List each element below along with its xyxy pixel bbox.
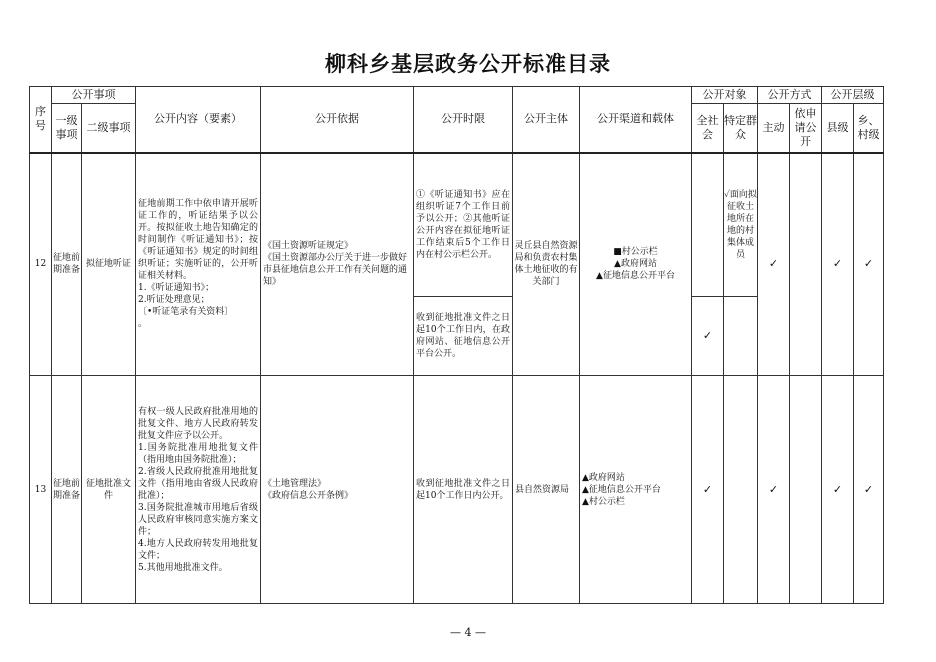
row-county: ✓ [822, 376, 854, 604]
header-level-group: 公开层级 [822, 87, 884, 104]
row-town: ✓ [854, 153, 884, 376]
row-time-limit: ①《听证通知书》应在组织听证7个工作日前予以公开；②其他听证公开内容在拟征地听证工作结束后5个工作日内在村公示栏公开。 [414, 153, 513, 297]
row-level1: 征地前期准备 [52, 153, 82, 376]
row-society-cell [692, 153, 724, 297]
row-society: ✓ [692, 297, 724, 376]
disclosure-table [29, 86, 884, 604]
header-specific: 特定群众 [724, 104, 758, 153]
row-specific: ✓面向拟征收土地所在地的村集体成员 [724, 153, 758, 297]
row-basis: 《土地管理法》 《政府信息公开条例》 [261, 376, 414, 604]
row-content: 征地前期工作中依申请开展听证工作的，听证结果予以公开。按拟征收土地告知确定的时间制作《听证通知书》；按《听证通知书》规定的时间组织听证；实施听证的，公开听证相关材料。 1.《听证通知书》； 2.听证处理意见； 〔•听证笔录有关资料〕 。 [136, 153, 261, 376]
header-society: 全社会 [692, 104, 724, 153]
row-society: ✓ [692, 376, 724, 604]
header-level1: 一级事项 [52, 104, 82, 153]
row-subject: 灵丘县自然资源局和负责农村集体土地征收的有关部门 [513, 153, 580, 376]
header-town: 乡、村级 [854, 104, 884, 153]
row-time-limit: 收到征地批准文件之日起10个工作日内公开。 [414, 376, 513, 604]
header-subject: 公开主体 [513, 87, 580, 153]
row-specific [724, 376, 758, 604]
table-row [30, 153, 884, 297]
header-channel: 公开渠道和载体 [580, 87, 692, 153]
header-seq: 序号 [30, 87, 52, 153]
row-seq: 13 [30, 376, 52, 604]
row-channel: ■村公示栏 ▲政府网站 ▲征地信息公开平台 [580, 153, 692, 376]
header-mode-group: 公开方式 [758, 87, 822, 104]
header-apply: 依申请公开 [790, 104, 822, 153]
row-level2: 征地批准文件 [82, 376, 136, 604]
page-number: — 4 — [450, 626, 486, 639]
row-apply [790, 376, 822, 604]
table-row [30, 376, 884, 604]
row-subject: 县自然资源局 [513, 376, 580, 604]
row-active: ✓ [758, 153, 790, 376]
row-basis: 《国土资源听证规定》 《国土资源部办公厅关于进一步做好市县征地信息公开工作有关问题的通知》 [261, 153, 414, 376]
row-county: ✓ [822, 153, 854, 376]
row-town: ✓ [854, 376, 884, 604]
row-active: ✓ [758, 376, 790, 604]
row-level1: 征地前期准备 [52, 376, 82, 604]
header-content: 公开内容（要素） [136, 87, 261, 153]
row-seq: 12 [30, 153, 52, 376]
page-title: 柳科乡基层政务公开标准目录 [325, 51, 611, 76]
header-county: 县级 [822, 104, 854, 153]
header-active: 主动 [758, 104, 790, 153]
row-level2: 拟征地听证 [82, 153, 136, 376]
header-target-group: 公开对象 [692, 87, 758, 104]
row-time-limit: 收到征地批准文件之日起10个工作日内，在政府网站、征地信息公开平台公开。 [414, 297, 513, 376]
row-apply [790, 153, 822, 376]
row-specific-cell [724, 297, 758, 376]
header-basis: 公开依据 [261, 87, 414, 153]
row-channel: ▲政府网站 ▲征地信息公开平台 ▲村公示栏 [580, 376, 692, 604]
header-matter-group: 公开事项 [52, 87, 136, 104]
header-level2: 二级事项 [82, 104, 136, 153]
header-time-limit: 公开时限 [414, 87, 513, 153]
row-content: 有权一级人民政府批准用地的批复文件、地方人民政府转发批复文件应予以公开。 1.国务院批准用地批复文件（指用地由国务院批准）； 2.省级人民政府批准用地批复文件（指用地由省级人民政府批准）； 3.国务院批准城市用地后省级人民政府审核同意实施方案文件； 4.地方人民政府转发用地批复文件； 5.其他用地批准文件。 [136, 376, 261, 604]
